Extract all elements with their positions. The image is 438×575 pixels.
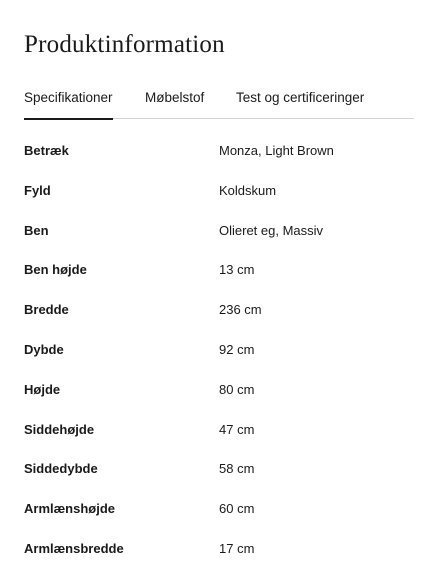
spec-value: 17 cm <box>219 540 255 556</box>
spec-row-ben <box>24 210 414 250</box>
spec-row-ben-hojde <box>24 249 414 289</box>
spec-label: Ben højde <box>24 262 87 278</box>
tab-bar <box>24 90 414 119</box>
spec-value: 58 cm <box>219 461 255 477</box>
spec-value: 92 cm <box>219 341 255 357</box>
spec-row-hojde <box>24 369 414 409</box>
spec-label: Højde <box>24 381 61 397</box>
spec-label: Betræk <box>24 143 69 158</box>
spec-label: Fyld <box>24 182 51 198</box>
spec-value: Monza, Light Brown <box>219 143 334 158</box>
spec-row-betraek <box>24 130 414 170</box>
spec-table <box>24 130 414 568</box>
spec-row-armlaenshojde <box>24 488 414 528</box>
spec-label: Armlænsbredde <box>24 540 124 556</box>
spec-value: Olieret eg, Massiv <box>219 222 324 238</box>
spec-value: 47 cm <box>219 421 255 437</box>
spec-row-bredde <box>24 289 414 329</box>
spec-row-fyld <box>24 170 414 210</box>
spec-label: Dybde <box>24 341 64 357</box>
spec-value: Koldskum <box>219 182 277 198</box>
spec-label: Ben <box>24 222 49 238</box>
spec-label: Siddedybde <box>24 461 98 477</box>
spec-value: 13 cm <box>219 262 255 278</box>
spec-row-siddedybde <box>24 448 414 488</box>
spec-row-siddehojde <box>24 409 414 449</box>
spec-label: Siddehøjde <box>24 421 95 437</box>
spec-value: 60 cm <box>219 501 255 517</box>
tab-test-og-certificeringer[interactable]: Test og certificeringer <box>236 90 365 105</box>
spec-label: Armlænshøjde <box>24 501 116 517</box>
page-title: Produktinformation <box>24 31 225 58</box>
spec-label: Bredde <box>24 302 69 318</box>
spec-value: 236 cm <box>219 302 262 318</box>
tab-mobelstof[interactable]: Møbelstof <box>145 90 205 105</box>
spec-value: 80 cm <box>219 381 255 397</box>
spec-row-dybde <box>24 329 414 369</box>
tab-specifikationer[interactable]: Specifikationer <box>24 90 113 119</box>
spec-row-armlaensbredde <box>24 528 414 568</box>
